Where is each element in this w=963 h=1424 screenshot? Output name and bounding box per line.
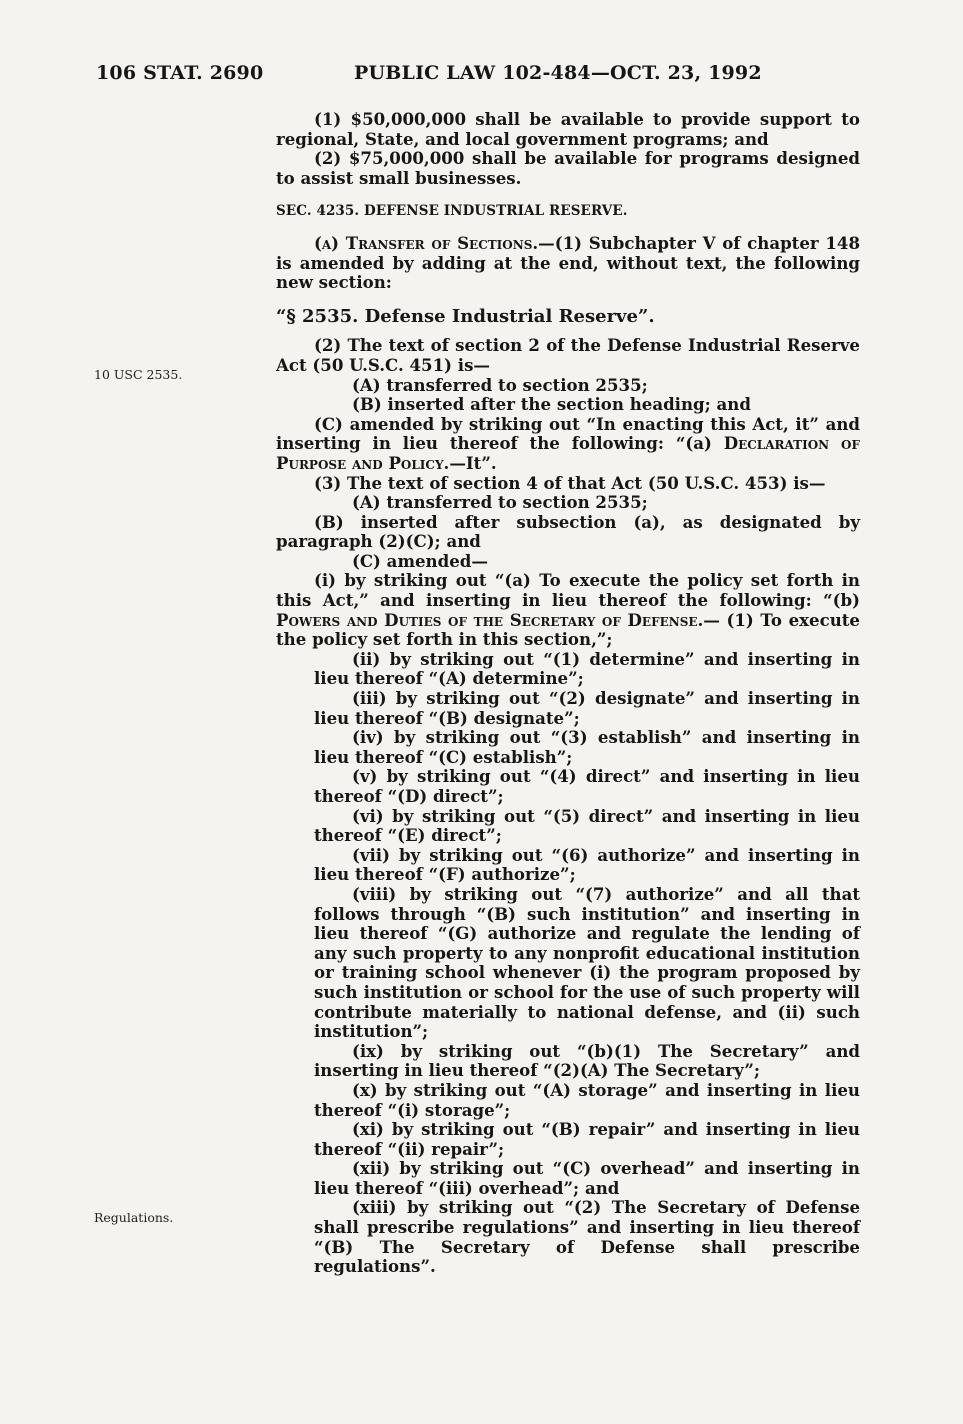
clause-v: (v) by striking out “(4) direct” and inserting in lieu thereof “(D) direct”; — [314, 766, 860, 806]
item-a3B: (B) inserted after subsection (a), as designated by paragraph (2)(C); and — [276, 511, 860, 552]
clause-vi: (vi) by striking out “(5) direct” and inserting in lieu thereof “(E) direct”; — [314, 805, 860, 846]
item-a2C-pre: (C) amended by striking out “In enacting this Act, it” and inserting in lieu thereof the following: “(a) — [276, 413, 860, 454]
clause-xiii: (xiii) by striking out “(2) The Secretary of Defense shall prescribe regulations” and inserting in lieu thereof “(B) The Secretary of Defense shall prescribe regulations”. — [314, 1197, 860, 1277]
subsection-a — [276, 234, 860, 293]
item-a3A: (A) transferred to section 2535; — [352, 492, 648, 513]
clause-i-post: — (1) To execute the policy set forth in this section,”; — [276, 609, 860, 650]
item-a2B: (B) inserted after the section heading; and — [352, 394, 751, 415]
paragraph-1: (1) $50,000,000 shall be available to provide support to regional, State, and local government programs; and — [276, 109, 860, 149]
clause-iii: (iii) by striking out “(2) designate” and inserting in lieu thereof “(B) designate”; — [314, 688, 860, 728]
clause-i-pre: (i) by striking out “(a) To execute the policy set forth in this Act,” and inserting in lieu thereof the following: “(b) — [276, 570, 860, 611]
subsection-a-text: —(1) Subchapter V of chapter 148 is amended by adding at the end, without text, the following new section: — [276, 232, 860, 293]
margin-note-regulations: Regulations. — [94, 1210, 174, 1225]
clause-vii: (vii) by striking out “(6) authorize” and inserting in lieu thereof “(F) authorize”; — [314, 844, 860, 885]
clause-i — [276, 571, 860, 649]
clause-x: (x) by striking out “(A) storage” and inserting in lieu thereof “(i) storage”; — [314, 1079, 860, 1120]
paragraph-a3: (3) The text of section 4 of that Act (50 U.S.C. 453) is— — [314, 472, 826, 493]
section-2535-heading: “§ 2535. Defense Industrial Reserve”. — [276, 305, 655, 327]
subsection-a-label: (a) Transfer of Sections. — [314, 232, 539, 253]
item-a2C — [276, 415, 860, 474]
law-title-date: PUBLIC LAW 102-484—OCT. 23, 1992 — [354, 62, 762, 84]
clause-ix: (ix) by striking out “(b)(1) The Secretary” and inserting in lieu thereof “(2)(A) The Secretary”; — [314, 1040, 860, 1081]
paragraph-a2: (2) The text of section 2 of the Defense Industrial Reserve Act (50 U.S.C. 451) is— — [276, 335, 860, 375]
item-a3C: (C) amended— — [352, 550, 488, 571]
clause-xi: (xi) by striking out “(B) repair” and inserting in lieu thereof “(ii) repair”; — [314, 1119, 860, 1159]
paragraph-2: (2) $75,000,000 shall be available for programs designed to assist small businesses. — [276, 148, 860, 188]
clause-i-smallcaps: Powers and Duties of the Secretary of Defense. — [276, 609, 704, 630]
item-a2A: (A) transferred to section 2535; — [352, 374, 648, 395]
clause-ii: (ii) by striking out “(1) determine” and inserting in lieu thereof “(A) determine”; — [314, 648, 860, 689]
section-heading: SEC. 4235. DEFENSE INDUSTRIAL RESERVE. — [276, 203, 628, 220]
clause-xii: (xii) by striking out “(C) overhead” and inserting in lieu thereof “(iii) overhead”; and — [314, 1158, 860, 1198]
document-body — [276, 110, 860, 1277]
clause-iv: (iv) by striking out “(3) establish” and inserting in lieu thereof “(C) establish”; — [314, 727, 860, 767]
item-a2C-smallcaps: Declaration of Purpose and Policy. — [276, 433, 860, 473]
clause-viii: (viii) by striking out “(7) authorize” and all that follows through “(B) such institution” and inserting in lieu thereof “(G) authorize and regulate the lending of any such property to any nonprofit educational institution or training school whenever (i) the program proposed by such institution or school for the use of such property will contribute materially to national defense, and (ii) such institution”; — [314, 883, 860, 1042]
margin-note-usc: 10 USC 2535. — [94, 367, 183, 382]
stat-page-number: 106 STAT. 2690 — [96, 62, 264, 84]
item-a2C-post: —It”. — [449, 452, 497, 473]
